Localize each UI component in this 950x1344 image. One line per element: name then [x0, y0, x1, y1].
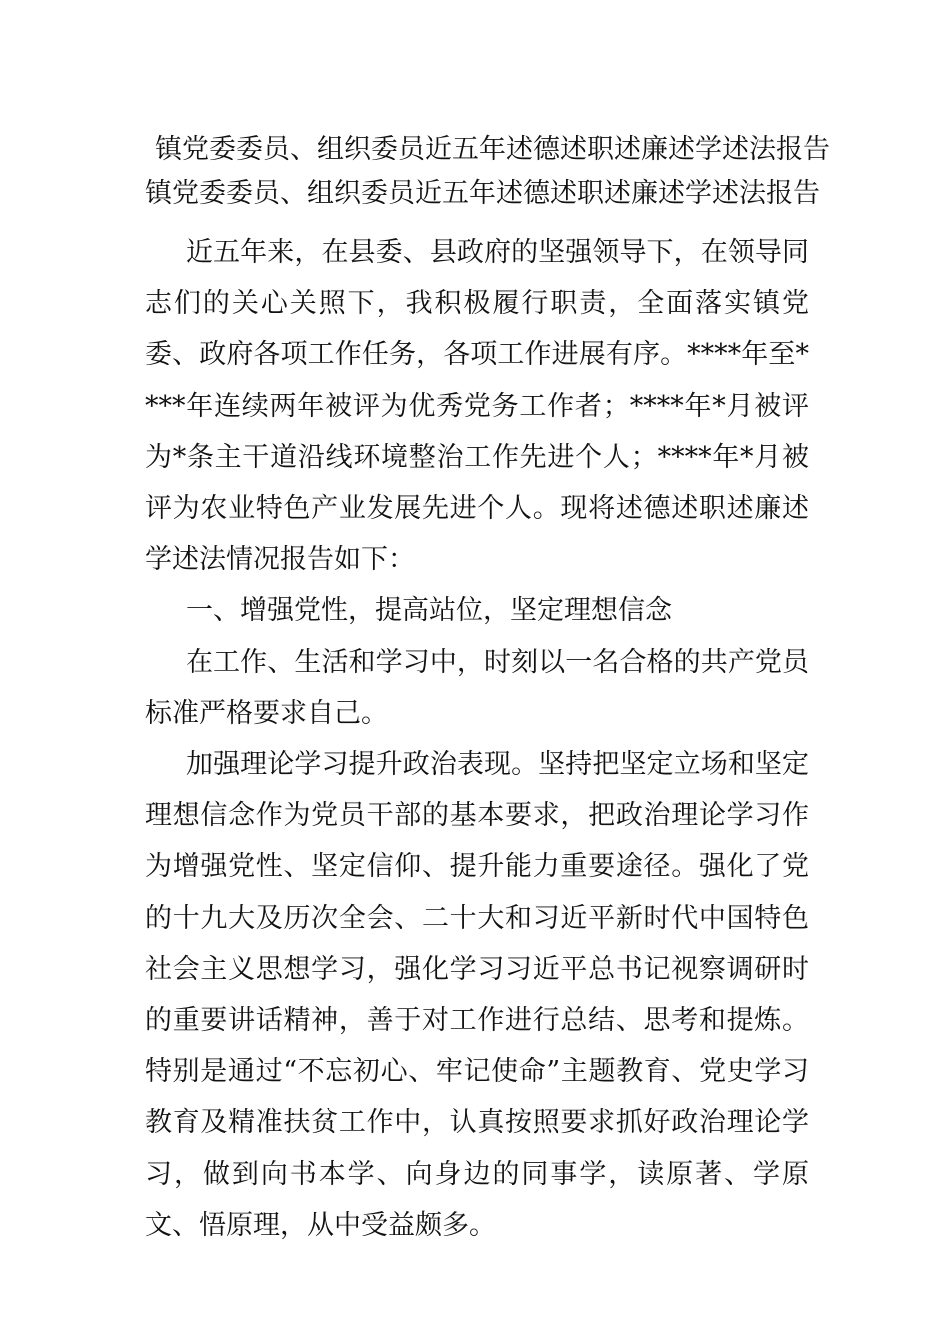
document-title: 镇党委委员、组织委员近五年述德述职述廉述学述法报告: [155, 134, 830, 165]
document-body: [145, 128, 830, 1251]
body-paragraph: 加强理论学习提升政治表现。坚持把坚定立场和坚定理想信念作为党员干部的基本要求，把政治理论学习作为增强党性、坚定信仰、提升能力重要途径。强化了党的十九大及历次全会、二十大和习近平新时代中国特色社会主义思想学习，强化学习习近平总书记视察调研时的重要讲话精神，善于对工作进行总结、思考和提炼。特别是通过“不忘初心、牢记使命”主题教育、党史学习教育及精准扶贫工作中，认真按照要求抓好政治理论学习，做到向书本学、向身边的同事学，读原著、学原文、悟原理，从中受益颇多。: [145, 749, 809, 1241]
section-heading: 一、增强党性，提高站位，坚定理想信念: [186, 595, 672, 627]
document-title-repeat: 镇党委委员、组织委员近五年述德述职述廉述学述法报告: [145, 178, 820, 209]
body-paragraph: 在工作、生活和学习中，时刻以一名合格的共产党员标准严格要求自己。: [145, 646, 809, 729]
intro-paragraph: 近五年来，在县委、县政府的坚强领导下，在领导同志们的关心关照下，我积极履行职责，全面落实镇党委、政府各项工作任务，各项工作进展有序。****年至****年连续两年被评为优秀党务工作者；****年*月被评为*条主干道沿线环境整治工作先进个人；****年*月被评为农业特色产业发展先进个人。现将述德述职述廉述学述法情况报告如下：: [145, 237, 809, 576]
